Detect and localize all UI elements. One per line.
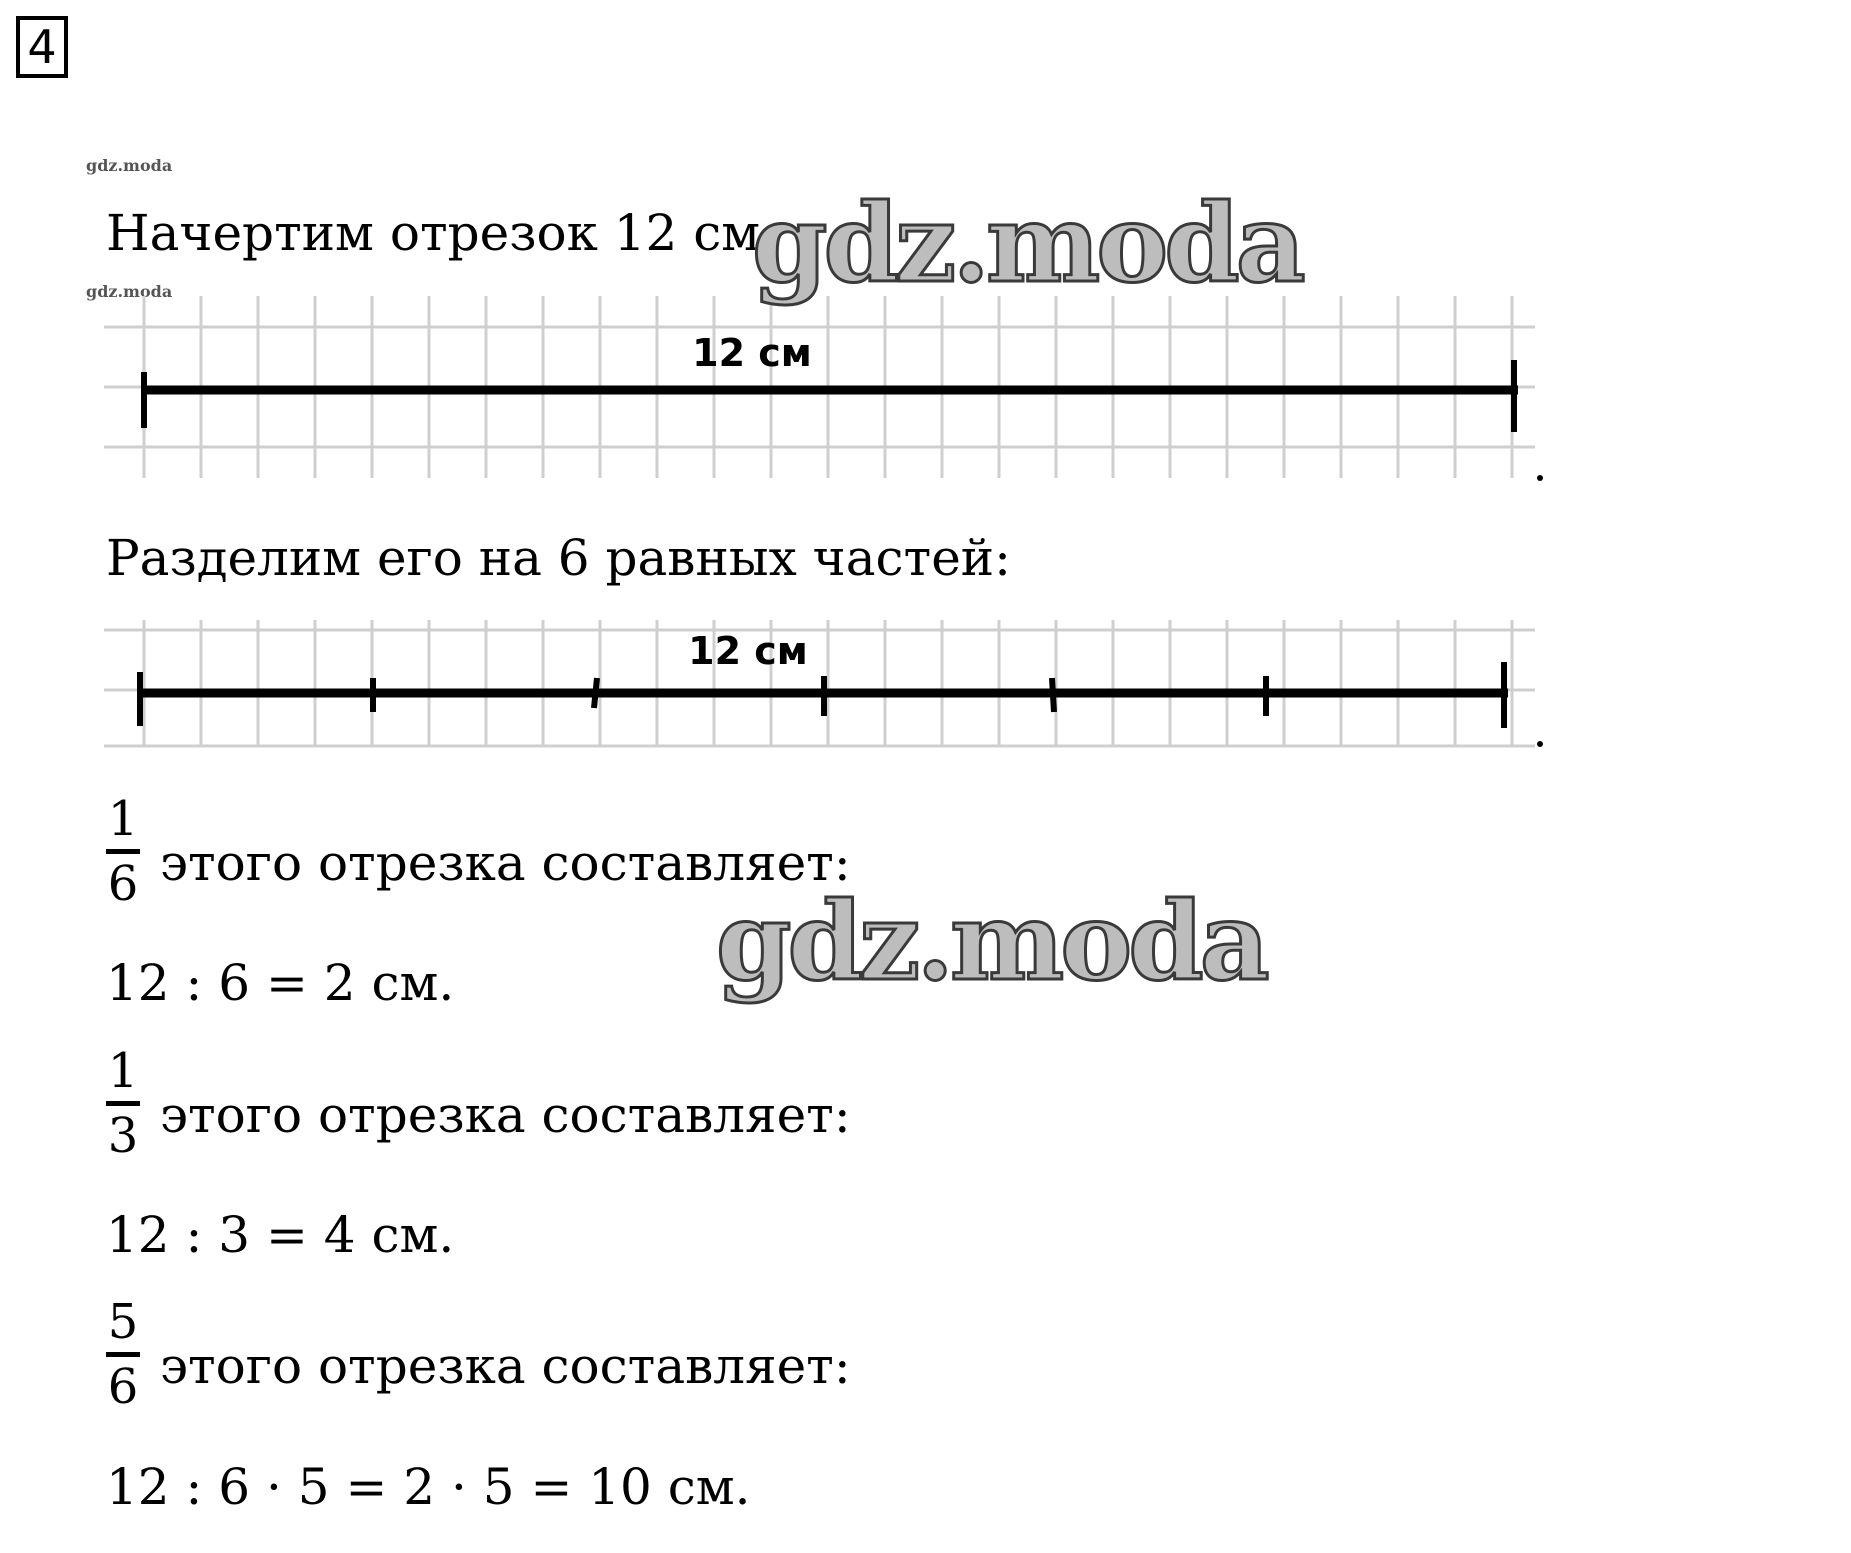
fraction-five-sixths bbox=[106, 1294, 140, 1415]
fraction-denominator: 3 bbox=[107, 1108, 139, 1164]
fraction-numerator: 1 bbox=[107, 1043, 139, 1099]
instruction-divide-segment: Разделим его на 6 равных частей: bbox=[106, 529, 1011, 587]
task-number-box: 4 bbox=[16, 16, 68, 78]
watermark-big-top: gdz.moda bbox=[752, 181, 1302, 307]
division-tick-4 bbox=[1052, 678, 1054, 712]
segment-label-2: 12 см bbox=[688, 629, 808, 673]
fraction-one-third-text: этого отрезка составляет: bbox=[160, 1086, 851, 1144]
calc-one-sixth: 12 : 6 = 2 см. bbox=[106, 954, 455, 1012]
fraction-numerator: 5 bbox=[107, 1294, 139, 1350]
fraction-denominator: 6 bbox=[107, 856, 139, 912]
watermark-small-top: gdz.moda bbox=[86, 156, 173, 175]
segment-label-1: 12 см bbox=[692, 331, 812, 375]
calc-five-sixths: 12 : 6 · 5 = 2 · 5 = 10 см. bbox=[106, 1458, 751, 1516]
fraction-bar bbox=[106, 849, 140, 854]
fraction-one-third bbox=[106, 1043, 140, 1164]
fraction-bar bbox=[106, 1352, 140, 1357]
watermark-big-middle: gdz.moda bbox=[716, 879, 1266, 1005]
fraction-five-sixths-text: этого отрезка составляет: bbox=[160, 1337, 851, 1395]
division-tick-2 bbox=[594, 678, 597, 708]
fraction-bar bbox=[106, 1101, 140, 1106]
fraction-denominator: 6 bbox=[107, 1359, 139, 1415]
fraction-one-sixth-text: этого отрезка составляет: bbox=[160, 834, 851, 892]
watermark-small-second: gdz.moda bbox=[86, 282, 173, 301]
calc-one-third: 12 : 3 = 4 см. bbox=[106, 1206, 455, 1264]
fraction-numerator: 1 bbox=[107, 791, 139, 847]
fraction-one-sixth bbox=[106, 791, 140, 912]
instruction-draw-segment: Начертим отрезок 12 см: bbox=[106, 204, 777, 262]
